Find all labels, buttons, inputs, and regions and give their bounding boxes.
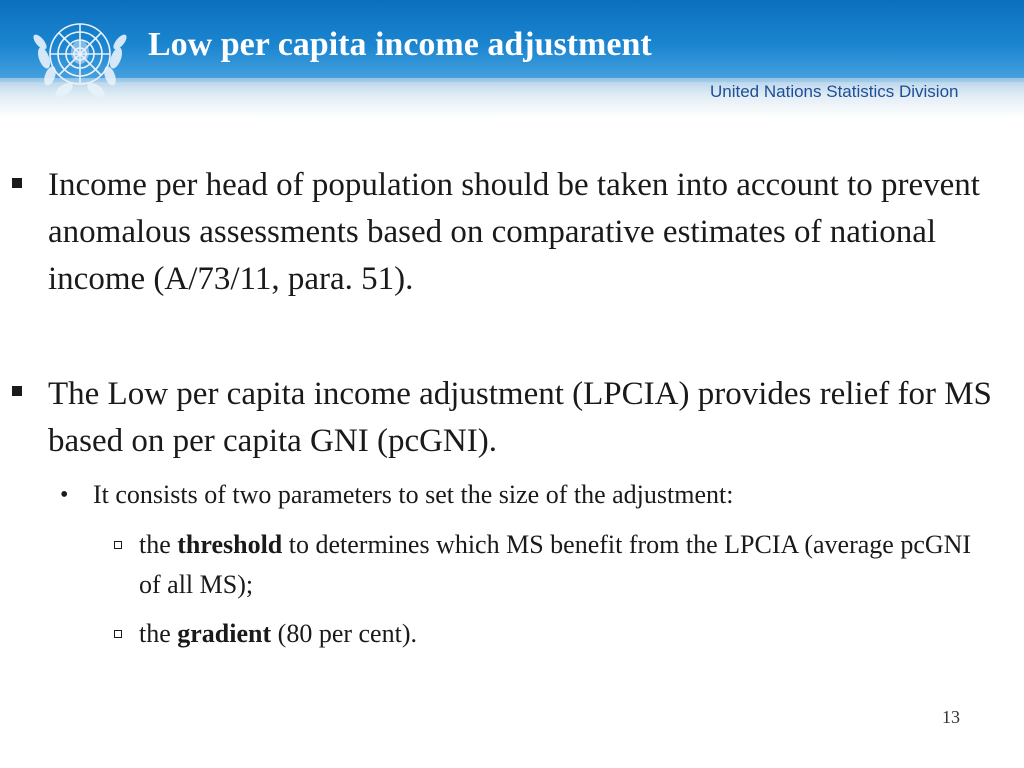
item-prefix: the: [139, 530, 178, 559]
item-bold-term: threshold: [177, 530, 283, 559]
square-bullet-icon: [12, 386, 22, 396]
bullet-text: The Low per capita income adjustment (LPCIA) provides relief for MS based on per capita GNI (pcGNI).: [48, 376, 992, 459]
hollow-square-bullet-icon: [114, 630, 122, 638]
dot-bullet-icon: •: [60, 482, 69, 508]
list-item: [139, 525, 999, 605]
page-number: 13: [942, 707, 960, 727]
item-bold-term: gradient: [177, 619, 272, 648]
hollow-square-bullet-icon: [114, 541, 122, 549]
item-prefix: the: [139, 619, 178, 648]
square-bullet-icon: [12, 178, 22, 188]
un-emblem-icon: [30, 8, 130, 108]
sub-bullet-text: It consists of two parameters to set the size of the adjustment:: [93, 480, 734, 509]
organization-name: United Nations Statistics Division: [710, 82, 959, 101]
list-item: [139, 614, 999, 654]
slide-header: [0, 0, 1024, 118]
bullet-text: Income per head of population should be taken into account to prevent anomalous assessments based on comparative estimates of national income (A/73/11, para. 51).: [48, 167, 980, 297]
item-suffix: to determines which MS benefit from the LPCIA (average pcGNI of all MS);: [139, 530, 972, 599]
slide-title: Low per capita income adjustment: [148, 26, 652, 63]
item-suffix: (80 per cent).: [271, 619, 417, 648]
